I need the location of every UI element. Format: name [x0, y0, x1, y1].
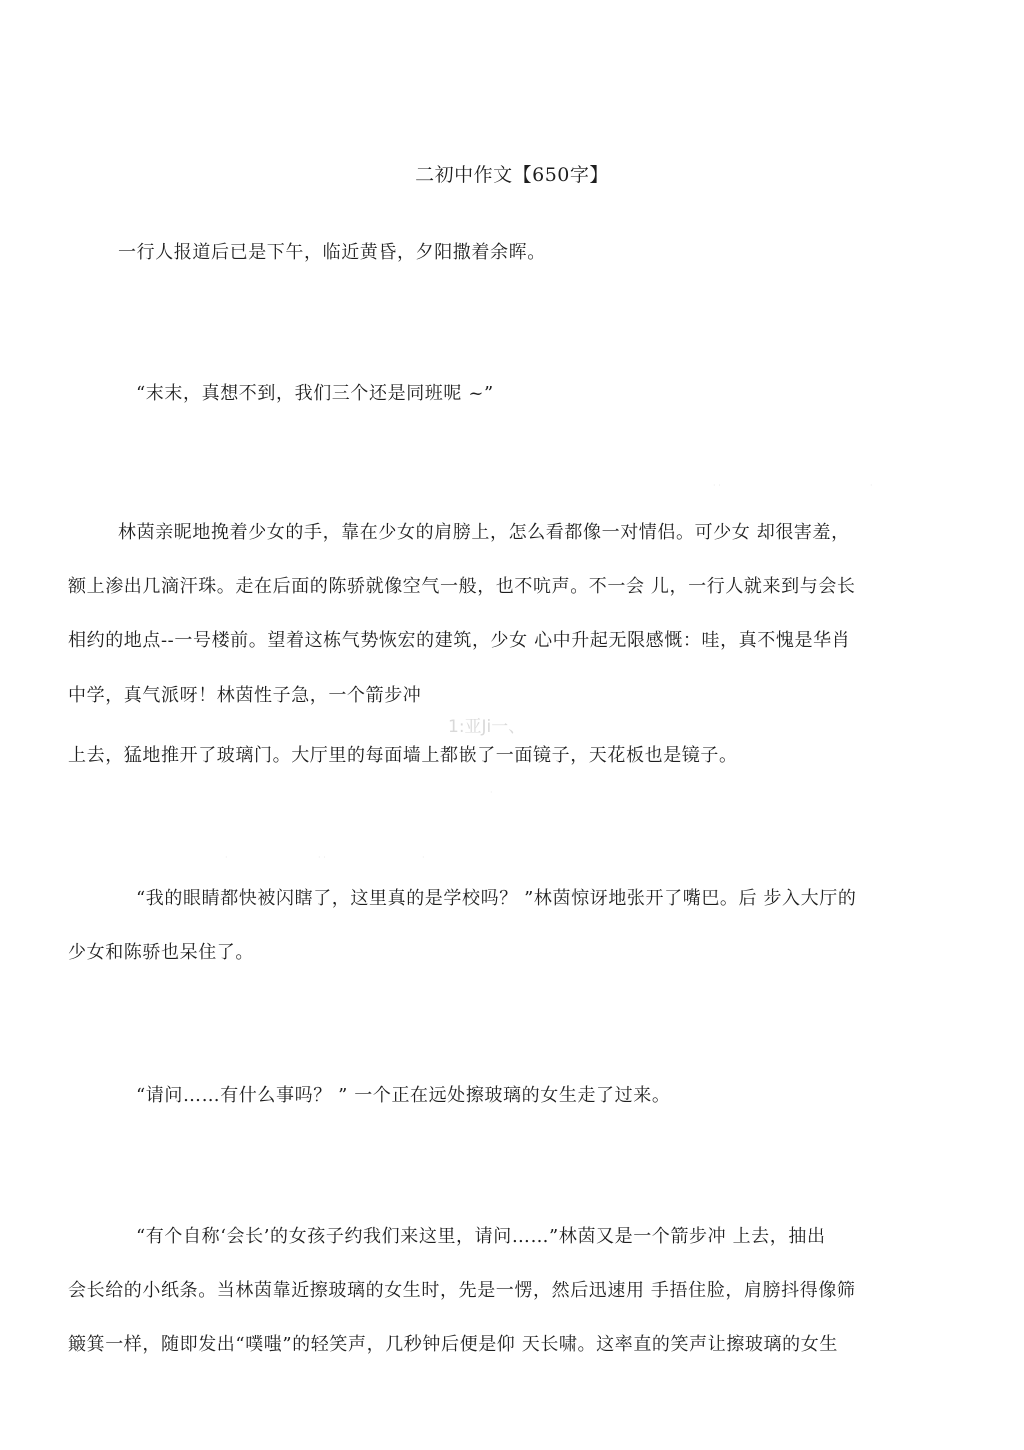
paragraph-line: 一行人报道后已是下午，临近黄昏，夕阳撒着余晖。 — [118, 242, 546, 263]
paragraph-line: 簸箕一样，随即发出“噗嗤”的轻笑声，几秒钟后便是仰 天长啸。这率直的笑声让擦玻璃的女生 — [68, 1334, 838, 1355]
scan-speck: · — [490, 788, 493, 797]
paragraph-line: 上去，猛地推开了玻璃门。大厅里的每面墙上都嵌了一面镜子，天花板也是镜子。 — [68, 745, 738, 766]
paragraph-line: “请问……有什么事吗？ ” 一个正在远处擦玻璃的女生走了过来。 — [136, 1085, 671, 1106]
scan-speck: · — [870, 481, 873, 490]
bleed-through-text: 1:亚Ji一、 — [448, 717, 526, 737]
paragraph-line: 相约的地点--一号楼前。望着这栋气势恢宏的建筑，少女 心中升起无限感慨：哇，真不愧是华肖 — [68, 630, 851, 651]
scan-speck: · — [225, 853, 228, 862]
scan-speck: · — [422, 853, 425, 862]
paragraph-line: 会长给的小纸条。当林茵靠近擦玻璃的女生时，先是一愣，然后迅速用 手捂住脸，肩膀抖得像筛 — [68, 1280, 856, 1301]
scan-speck: · · — [318, 853, 326, 862]
document-title: 二初中作文【650字】 — [415, 164, 609, 186]
paragraph-line: 额上渗出几滴汗珠。走在后面的陈骄就像空气一般，也不吭声。不一会 儿，一行人就来到与会长 — [68, 576, 856, 597]
paragraph-line: “有个自称‘会长’的女孩子约我们来这里，请问……”林茵又是一个箭步冲 上去，抽出 — [136, 1226, 826, 1247]
scan-speck: · · — [713, 481, 721, 490]
paragraph-line: 中学，真气派呀！林茵性子急，一个箭步冲 — [68, 685, 422, 706]
paragraph-line: “我的眼睛都快被闪瞎了，这里真的是学校吗？ ”林茵惊讶地张开了嘴巴。后 步入大厅的 — [136, 888, 857, 909]
paragraph-line: “末末，真想不到，我们三个还是同班呢 ~” — [136, 383, 494, 404]
paragraph-line: 林茵亲昵地挽着少女的手，靠在少女的肩膀上，怎么看都像一对情侣。可少女 却很害羞， — [118, 522, 850, 543]
paragraph-line: 少女和陈骄也呆住了。 — [68, 942, 254, 963]
